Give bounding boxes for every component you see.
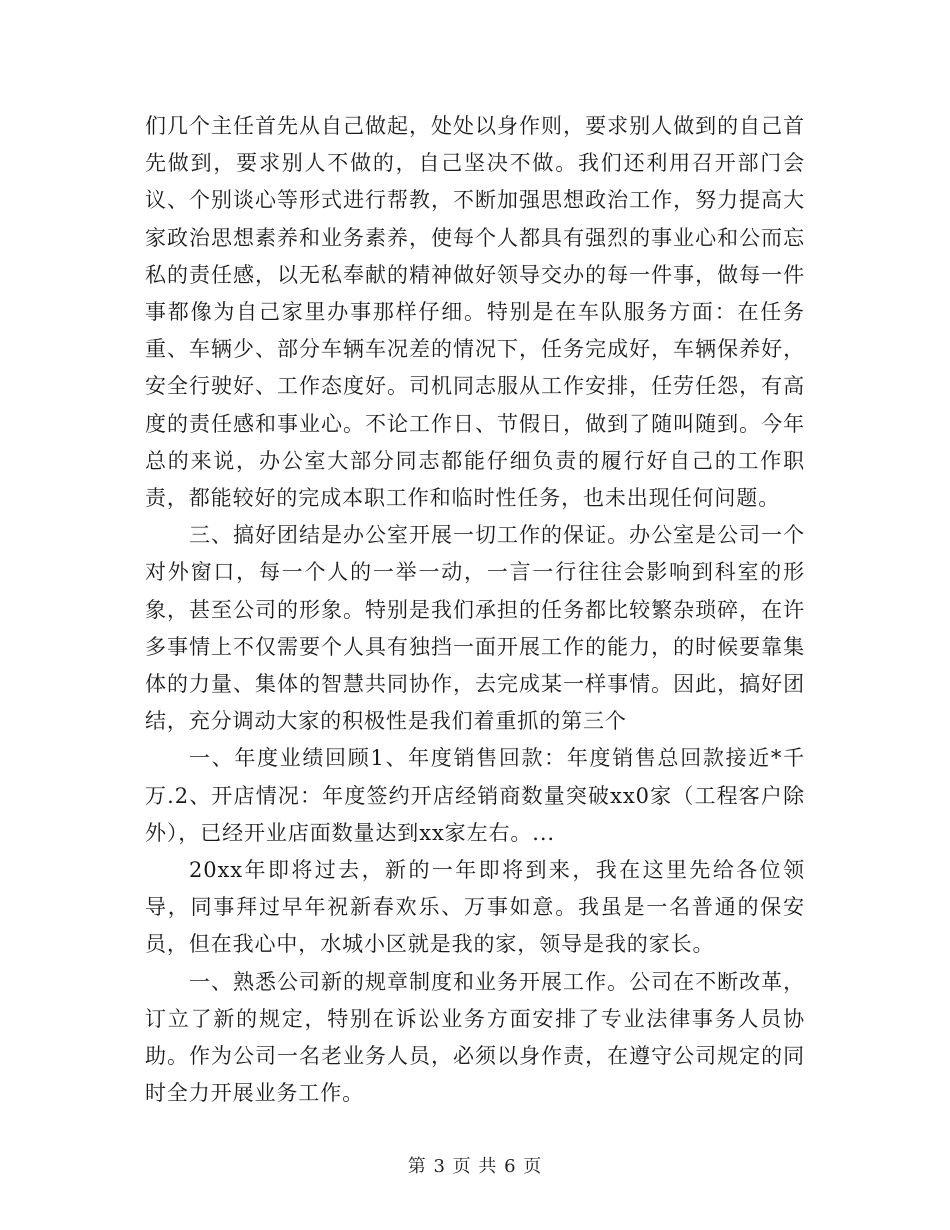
paragraph-continuation: 们几个主任首先从自己做起，处处以身作则，要求别人做到的自己首先做到，要求别人不做的，自己坚决不做。我们还利用召开部门会议、个别谈心等形式进行帮教，不断加强思想政治工作，努力提高大家政治思想素养和业务素养，使每个人都具有强烈的事业心和公而忘私的责任感，以无私奉献的精神做好领导交办的每一件事，做每一件事都像为自己家里办事那样仔细。特别是在车队服务方面：在任务重、车辆少、部分车辆车况差的情况下，任务完成好，车辆保养好，安全行驶好、工作态度好。司机同志服从工作安排，任劳任怨，有高度的责任感和事业心。不论工作日、节假日，做到了随叫随到。今年总的来说，办公室大部分同志都能仔细负责的履行好自己的工作职责，都能较好的完成本职工作和临时性任务，也未出现任何问题。 — [145, 114, 805, 511]
document-body — [145, 108, 805, 1112]
page-number-footer: 第 3 页 共 6 页 — [407, 1156, 543, 1177]
paragraph-teamwork: 三、搞好团结是办公室开展一切工作的保证。办公室是公司一个对外窗口，每一个人的一举一动，一言一行往往会影响到科室的形象，甚至公司的形象。特别是我们承担的任务都比较繁杂琐碎，在许多事情上不仅需要个人具有独挡一面开展工作的能力，的时候要靠集体的力量、集体的智慧共同协作，去完成某一样事情。因此，搞好团结，充分调动大家的积极性是我们着重抓的第三个 — [145, 523, 805, 734]
paragraph-regulations: 一、熟悉公司新的规章制度和业务开展工作。公司在不断改革，订立了新的规定，特别在诉讼业务方面安排了专业法律事务人员协助。作为公司一名老业务人员，必须以身作责，在遵守公司规定的同时全力开展业务工作。 — [145, 969, 805, 1106]
paragraph-annual-review: 一、年度业绩回顾1、年度销售回款：年度销售总回款接近*千万.2、开店情况：年度签约开店经销商数量突破xx0家（工程客户除外），已经开业店面数量达到xx家左右。... — [145, 746, 805, 845]
paragraph-new-year: 20xx年即将过去，新的一年即将到来，我在这里先给各位领导，同事拜过早年祝新春欢乐、万事如意。我虽是一名普通的保安员，但在我心中，水城小区就是我的家，领导是我的家长。 — [145, 858, 805, 957]
